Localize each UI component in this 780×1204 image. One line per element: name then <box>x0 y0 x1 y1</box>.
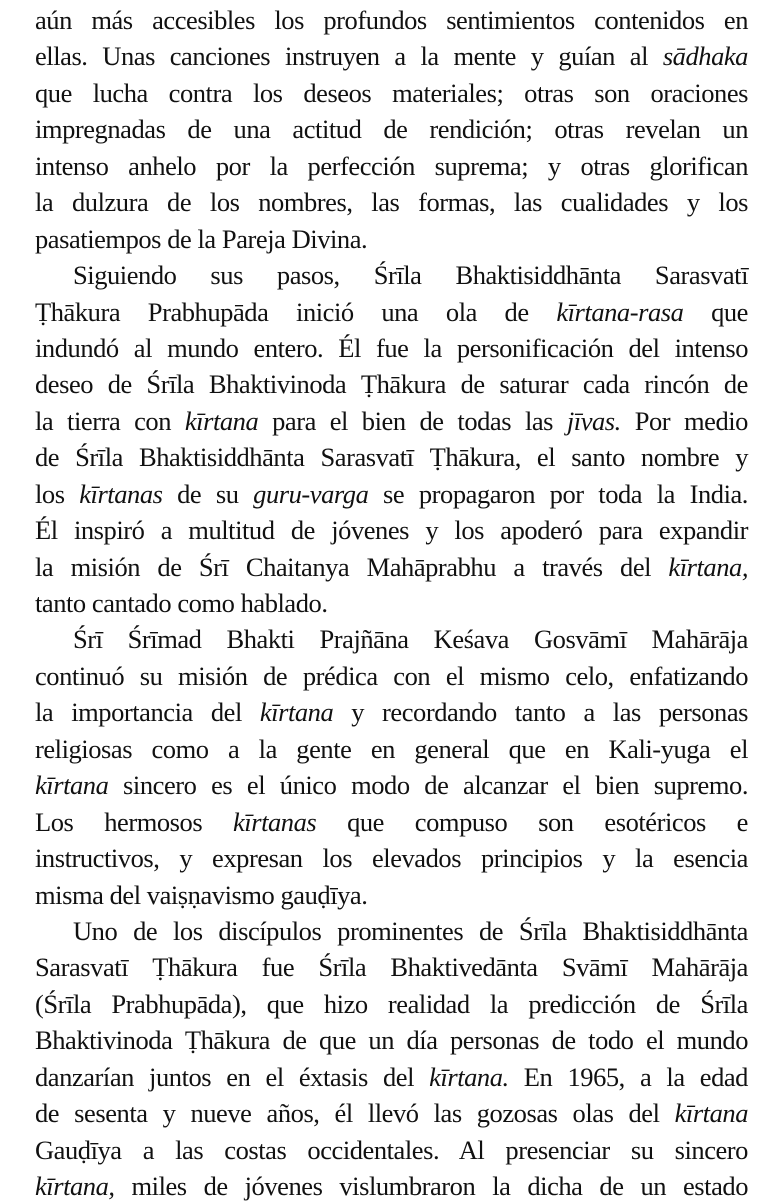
text-line <box>35 111 748 147</box>
text-segment: Los hermosos <box>35 806 233 837</box>
text-segment: que compuso son esotéricos e <box>316 806 748 837</box>
text-segment: que <box>683 296 748 327</box>
text-segment: Śrī Śrīmad Bhakti Prajñāna Keśava Gosvāmī Mahārāja <box>73 624 748 655</box>
text-line <box>35 75 748 111</box>
text-segment: Uno de los discípulos prominentes de Śrīla Bhaktisiddhānta <box>73 915 748 946</box>
text-line <box>35 1022 748 1058</box>
text-line <box>35 38 748 74</box>
italic-term: kīrtana <box>674 1098 748 1129</box>
text-segment: de sesenta y nueve años, él llevó las gozosas olas del <box>35 1098 675 1129</box>
text-line <box>35 439 748 475</box>
text-segment: los <box>35 478 80 509</box>
italic-term: kīrtanas <box>233 806 317 837</box>
text-segment: Bhaktivinoda Ṭhākura de que un día personas de todo el mundo <box>35 1025 748 1056</box>
paragraph <box>35 621 748 913</box>
text-line <box>35 731 748 767</box>
text-line <box>35 767 748 803</box>
text-segment: misma del vaiṣṇavismo gauḍīya. <box>35 879 368 910</box>
text-segment: de Śrīla Bhaktisiddhānta Sarasvatī Ṭhākura, el santo nombre y <box>35 442 748 473</box>
text-segment: y recordando tanto a las personas <box>333 697 748 728</box>
text-line <box>35 877 748 913</box>
paragraph <box>35 257 748 621</box>
text-segment: se propagaron por toda la India. <box>368 478 748 509</box>
italic-term: jīvas. <box>566 405 621 436</box>
italic-term: kīrtana-rasa <box>556 296 684 327</box>
text-line <box>35 330 748 366</box>
text-segment: indundó al mundo entero. Él fue la personificación del intenso <box>35 332 748 363</box>
text-line <box>35 694 748 730</box>
text-segment: la dulzura de los nombres, las formas, las cualidades y los <box>35 187 748 218</box>
text-line <box>35 804 748 840</box>
text-line <box>35 1059 748 1095</box>
text-line <box>35 986 748 1022</box>
paragraph <box>35 2 748 257</box>
text-line <box>35 403 748 439</box>
text-segment: intenso anhelo por la perfección suprema; y otras glorifican <box>35 150 748 181</box>
italic-term: kīrtana, <box>668 551 748 582</box>
text-segment: Sarasvatī Ṭhākura fue Śrīla Bhaktivedānta Svāmī Mahārāja <box>35 952 748 983</box>
text-line <box>35 1132 748 1168</box>
text-segment: para el bien de todas las <box>258 405 567 436</box>
text-line <box>35 949 748 985</box>
text-line <box>35 184 748 220</box>
text-segment: (Śrīla Prabhupāda), que hizo realidad la predicción de Śrīla <box>35 988 748 1019</box>
text-segment: En 1965, a la edad <box>508 1061 748 1092</box>
text-segment: Ṭhākura Prabhupāda inició una ola de <box>35 296 557 327</box>
text-line <box>35 840 748 876</box>
italic-term: kīrtana <box>184 405 259 436</box>
document-page <box>35 2 748 1204</box>
text-segment: Él inspiró a multitud de jóvenes y los apoderó para expandir <box>35 515 748 546</box>
italic-term: kīrtana <box>35 770 109 801</box>
text-segment: sincero es el único modo de alcanzar el bien supremo. <box>108 770 748 801</box>
text-line <box>35 257 748 293</box>
text-segment: impregnadas de una actitud de rendición; otras revelan un <box>35 114 748 145</box>
text-line <box>35 366 748 402</box>
text-segment: aún más accesibles los profundos sentimientos contenidos en <box>35 5 748 35</box>
text-segment: de su <box>162 478 254 509</box>
text-line <box>35 148 748 184</box>
text-segment: que lucha contra los deseos materiales; otras son oraciones <box>35 77 748 108</box>
text-segment: Por medio <box>620 405 748 436</box>
text-line <box>35 585 748 621</box>
text-line <box>35 1168 748 1204</box>
text-line <box>35 658 748 694</box>
text-segment: ellas. Unas canciones instruyen a la mente y guían al <box>35 41 663 72</box>
text-line <box>35 549 748 585</box>
text-line <box>35 1095 748 1131</box>
italic-term: sādhaka <box>662 41 748 72</box>
text-segment: la importancia del <box>35 697 260 728</box>
italic-term: kīrtana, <box>35 1171 115 1201</box>
text-segment: miles de jóvenes vislumbraron la dicha de un estado <box>114 1171 748 1201</box>
text-segment: Gauḍīya a las costas occidentales. Al presenciar su sincero <box>35 1134 748 1165</box>
text-line <box>35 913 748 949</box>
text-segment: Siguiendo sus pasos, Śrīla Bhaktisiddhānta Sarasvatī <box>73 260 748 291</box>
text-segment: la tierra con <box>35 405 185 436</box>
italic-term: kīrtana <box>259 697 334 728</box>
text-segment: tanto cantado como hablado. <box>35 588 328 618</box>
text-segment: deseo de Śrīla Bhaktivinoda Ṭhākura de saturar cada rincón de <box>35 369 748 400</box>
italic-term: guru-varga <box>253 478 369 509</box>
text-segment: religiosas como a la gente en general que en Kali-yuga el <box>35 733 748 764</box>
italic-term: kīrtana. <box>429 1061 509 1092</box>
text-segment: continuó su misión de prédica con el mismo celo, enfatizando <box>35 660 748 691</box>
text-line <box>35 476 748 512</box>
text-line <box>35 512 748 548</box>
text-line <box>35 2 748 38</box>
paragraph <box>35 913 748 1204</box>
text-segment: pasatiempos de la Pareja Divina. <box>35 223 368 254</box>
text-segment: danzarían juntos en el éxtasis del <box>35 1061 430 1092</box>
italic-term: kīrtanas <box>79 478 163 509</box>
text-line <box>35 221 748 257</box>
text-line <box>35 294 748 330</box>
text-segment: instructivos, y expresan los elevados principios y la esencia <box>35 843 748 874</box>
text-line <box>35 621 748 657</box>
text-segment: la misión de Śrī Chaitanya Mahāprabhu a través del <box>35 551 669 582</box>
